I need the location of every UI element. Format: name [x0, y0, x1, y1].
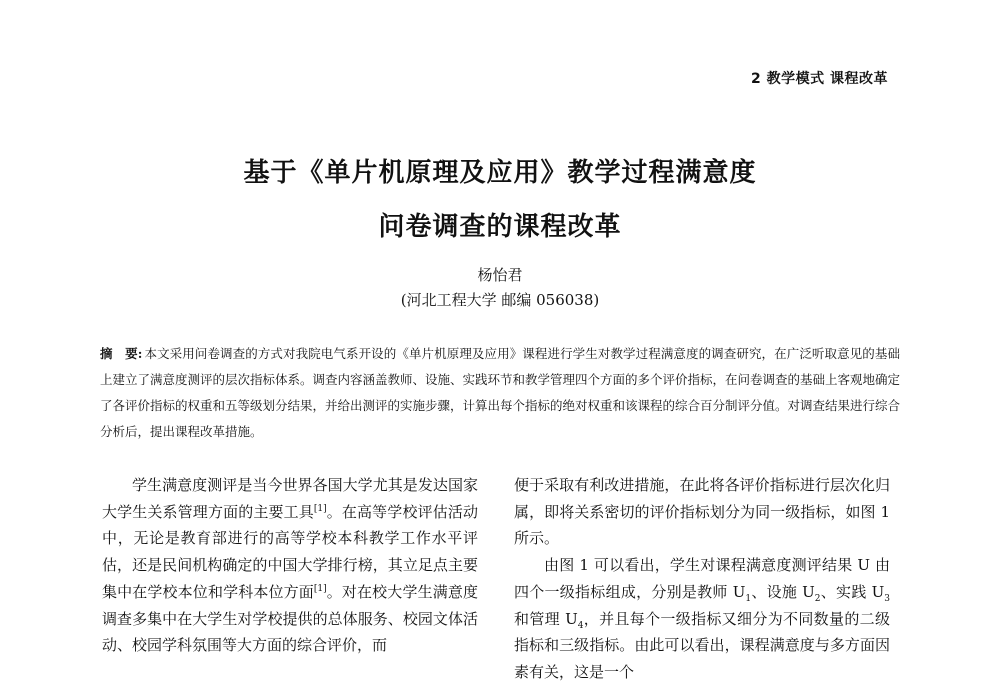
text-run: 学生满意度测评是当今世界各国大学尤其是发达国家大学生关系管理方面的主要工具 — [102, 476, 478, 521]
subscript: 3 — [884, 593, 890, 604]
abstract-label: 摘 要: — [100, 346, 143, 361]
subscript: 1 — [745, 593, 752, 604]
text-run: 由图 1 可以看出，学生对课程满意度测评结果 U 由四个一级指标组成，分别是教师 U — [514, 556, 890, 601]
abstract — [100, 341, 900, 445]
text-run: 。在高等学校评估活动中，无论是教育部进行的高等学校本科教学工作水平评估，还是民间机构确定的中国大学排行榜，其立足点主要集中在学校本位和学科本位方面 — [102, 502, 478, 601]
subscript: 2 — [814, 593, 821, 604]
text-run: ，并且每个一级指标又细分为不同数量的二级指标和三级指标。由此可以看出，课程满意度与多方面因素有关，这是一个 — [514, 609, 890, 681]
citation-ref: [1] — [313, 583, 327, 594]
text-run: 。对在校大学生满意度调查多集中在大学生对学校提供的总体服务、校园文体活动、校园学科氛围等大方面的综合评价，而 — [102, 582, 478, 655]
text-run: 和管理 U — [514, 609, 578, 628]
author-affiliation: (河北工程大学 邮编 056038) — [400, 291, 600, 309]
article-title-line1: 基于《单片机原理及应用》教学过程满意度 — [243, 158, 757, 188]
running-header: 2 教学模式 课程改革 — [751, 71, 888, 87]
abstract-text: 本文采用问卷调查的方式对我院电气系开设的《单片机原理及应用》课程进行学生对教学过程满意度的调查研究，在广泛听取意见的基础上建立了满意度测评的层次指标体系。调查内容涵盖教师、设施、实践环节和教学管理四个方面的多个评价指标，在问卷调查的基础上客观地确定了各评价指标的权重和五等级划分结果，并给出测评的实施步骤，计算出每个指标的绝对权重和该课程的综合百分制评分值。对调查结果进行综合分析后，提出课程改革措施。 — [100, 346, 901, 439]
subscript: 4 — [577, 620, 584, 631]
text-run: 、实践 U — [820, 582, 885, 601]
article-title-line2: 问卷调查的课程改革 — [378, 212, 622, 242]
body-paragraph — [102, 472, 478, 659]
text-run: 、设施 U — [751, 582, 815, 601]
citation-ref: [1] — [313, 503, 327, 514]
body-paragraph: 便于采取有利改进措施，在此将各评价指标进行层次化归属，即将关系密切的评价指标划分为同一级指标，如图 1 所示。 — [514, 476, 890, 548]
body-right-column — [514, 472, 890, 686]
body-paragraph — [514, 552, 890, 686]
body-left-column — [102, 472, 478, 659]
author-name: 杨怡君 — [477, 266, 523, 284]
